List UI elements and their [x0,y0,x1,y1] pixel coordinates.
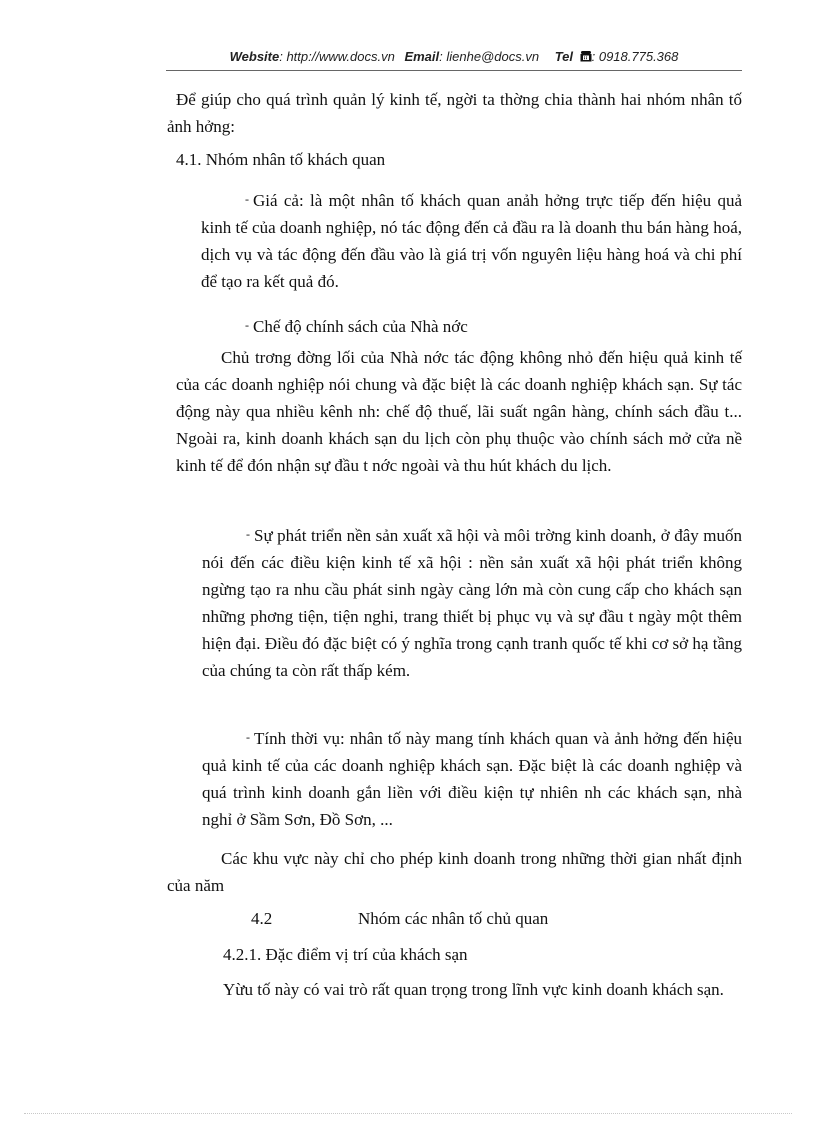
header-divider [166,70,742,71]
website-value: : http://www.docs.vn [279,49,395,64]
tel-value: : 0918.775.368 [591,49,679,64]
season-note-paragraph: Các khu vực này chỉ cho phép kinh doanh trong những thời gian nhất định của năm [167,849,742,895]
email-value: : lienhe@docs.vn [439,49,540,64]
intro-paragraph: Để giúp cho quá trình quản lý kinh tế, ngời ta thờng chia thành hai nhóm nhân tố ảnh hởng: [167,90,742,136]
page-header [166,49,742,65]
bullet-marker: - [246,730,250,744]
policy-paragraph: Chủ trơng đờng lối của Nhà nớc tác động không nhỏ đến hiệu quả kinh tế của các doanh nghiệp nói chung và đặc biệt là các doanh nghiệp khách sạn. Sự tác động này qua nhiều kênh nh: chế độ thuế, lãi suất ngân hàng, chính sách đầu t... Ngoài ra, kinh doanh khách sạn du lịch còn phụ thuộc vào chính sách mở cửa nề kinh tế để đón nhận sự đầu t nớc ngoài và thu hút khách du lịch. [176,348,742,475]
bullet-price-text: Giá cả: là một nhân tố khách quan anảh hởng trực tiếp đến hiệu quả kinh tế của doanh nghiệp, nó tác động đến cả đầu ra là doanh thu bán hàng hoá, dịch vụ và tác động đến đầu vào là giá trị vốn nguyên liệu hàng hoá và chi phí để tạo ra kết quả đó. [201,191,742,291]
bullet-development [202,521,742,684]
page-bottom-divider [24,1113,792,1114]
section-4-1-heading: 4.1. Nhóm nhân tố khách quan [176,150,386,169]
section-4-2-number: 4.2 [251,909,273,928]
bullet-season-text: Tính thời vụ: nhân tố này mang tính khách quan và ảnh hởng đến hiệu quả kinh tế của các doanh nghiệp khách sạn. Đặc biệt là các doanh nghiệp và quá trình kinh doanh gắn liền với điều kiện tự nhiên nh các khách sạn, nhà nghỉ ở Sầm Sơn, Đồ Sơn, ... [202,729,742,829]
tel-label: Tel [554,49,573,64]
location-paragraph: Yừu tố này có vai trò rất quan trọng trong lĩnh vực kinh doanh khách sạn. [223,980,724,999]
bullet-marker: - [246,527,250,541]
phone-icon [580,50,592,65]
bullet-marker: - [245,318,249,332]
bullet-price [201,186,742,295]
bullet-development-text: Sự phát triển nền sản xuất xã hội và môi trờng kinh doanh, ở đây muốn nói đến các điều kiện kinh tế xã hội : nền sản xuất xã hội phát triển không ngừng tạo ra nhu cầu phát sinh ngày càng lớn mà còn cung cấp cho khách sạn những phơng tiện, tiện nghi, trang thiết bị phục vụ và sự đầu t ngày một thêm hiện đại. Điều đó đặc biệt có ý nghĩa trong cạnh tranh quốc tế khi cơ sở hạ tầng của chúng ta còn rất thấp kém. [202,526,742,680]
bullet-policy-text: Chế độ chính sách của Nhà nớc [253,317,468,336]
section-4-2-1-heading: 4.2.1. Đặc điểm vị trí của khách sạn [223,945,468,964]
email-label: Email [404,49,440,64]
bullet-season [202,724,742,833]
website-label: Website [229,49,280,64]
section-4-2-title: Nhóm các nhân tố chủ quan [358,909,549,928]
bullet-marker: - [245,192,249,206]
bullet-policy [245,312,468,340]
